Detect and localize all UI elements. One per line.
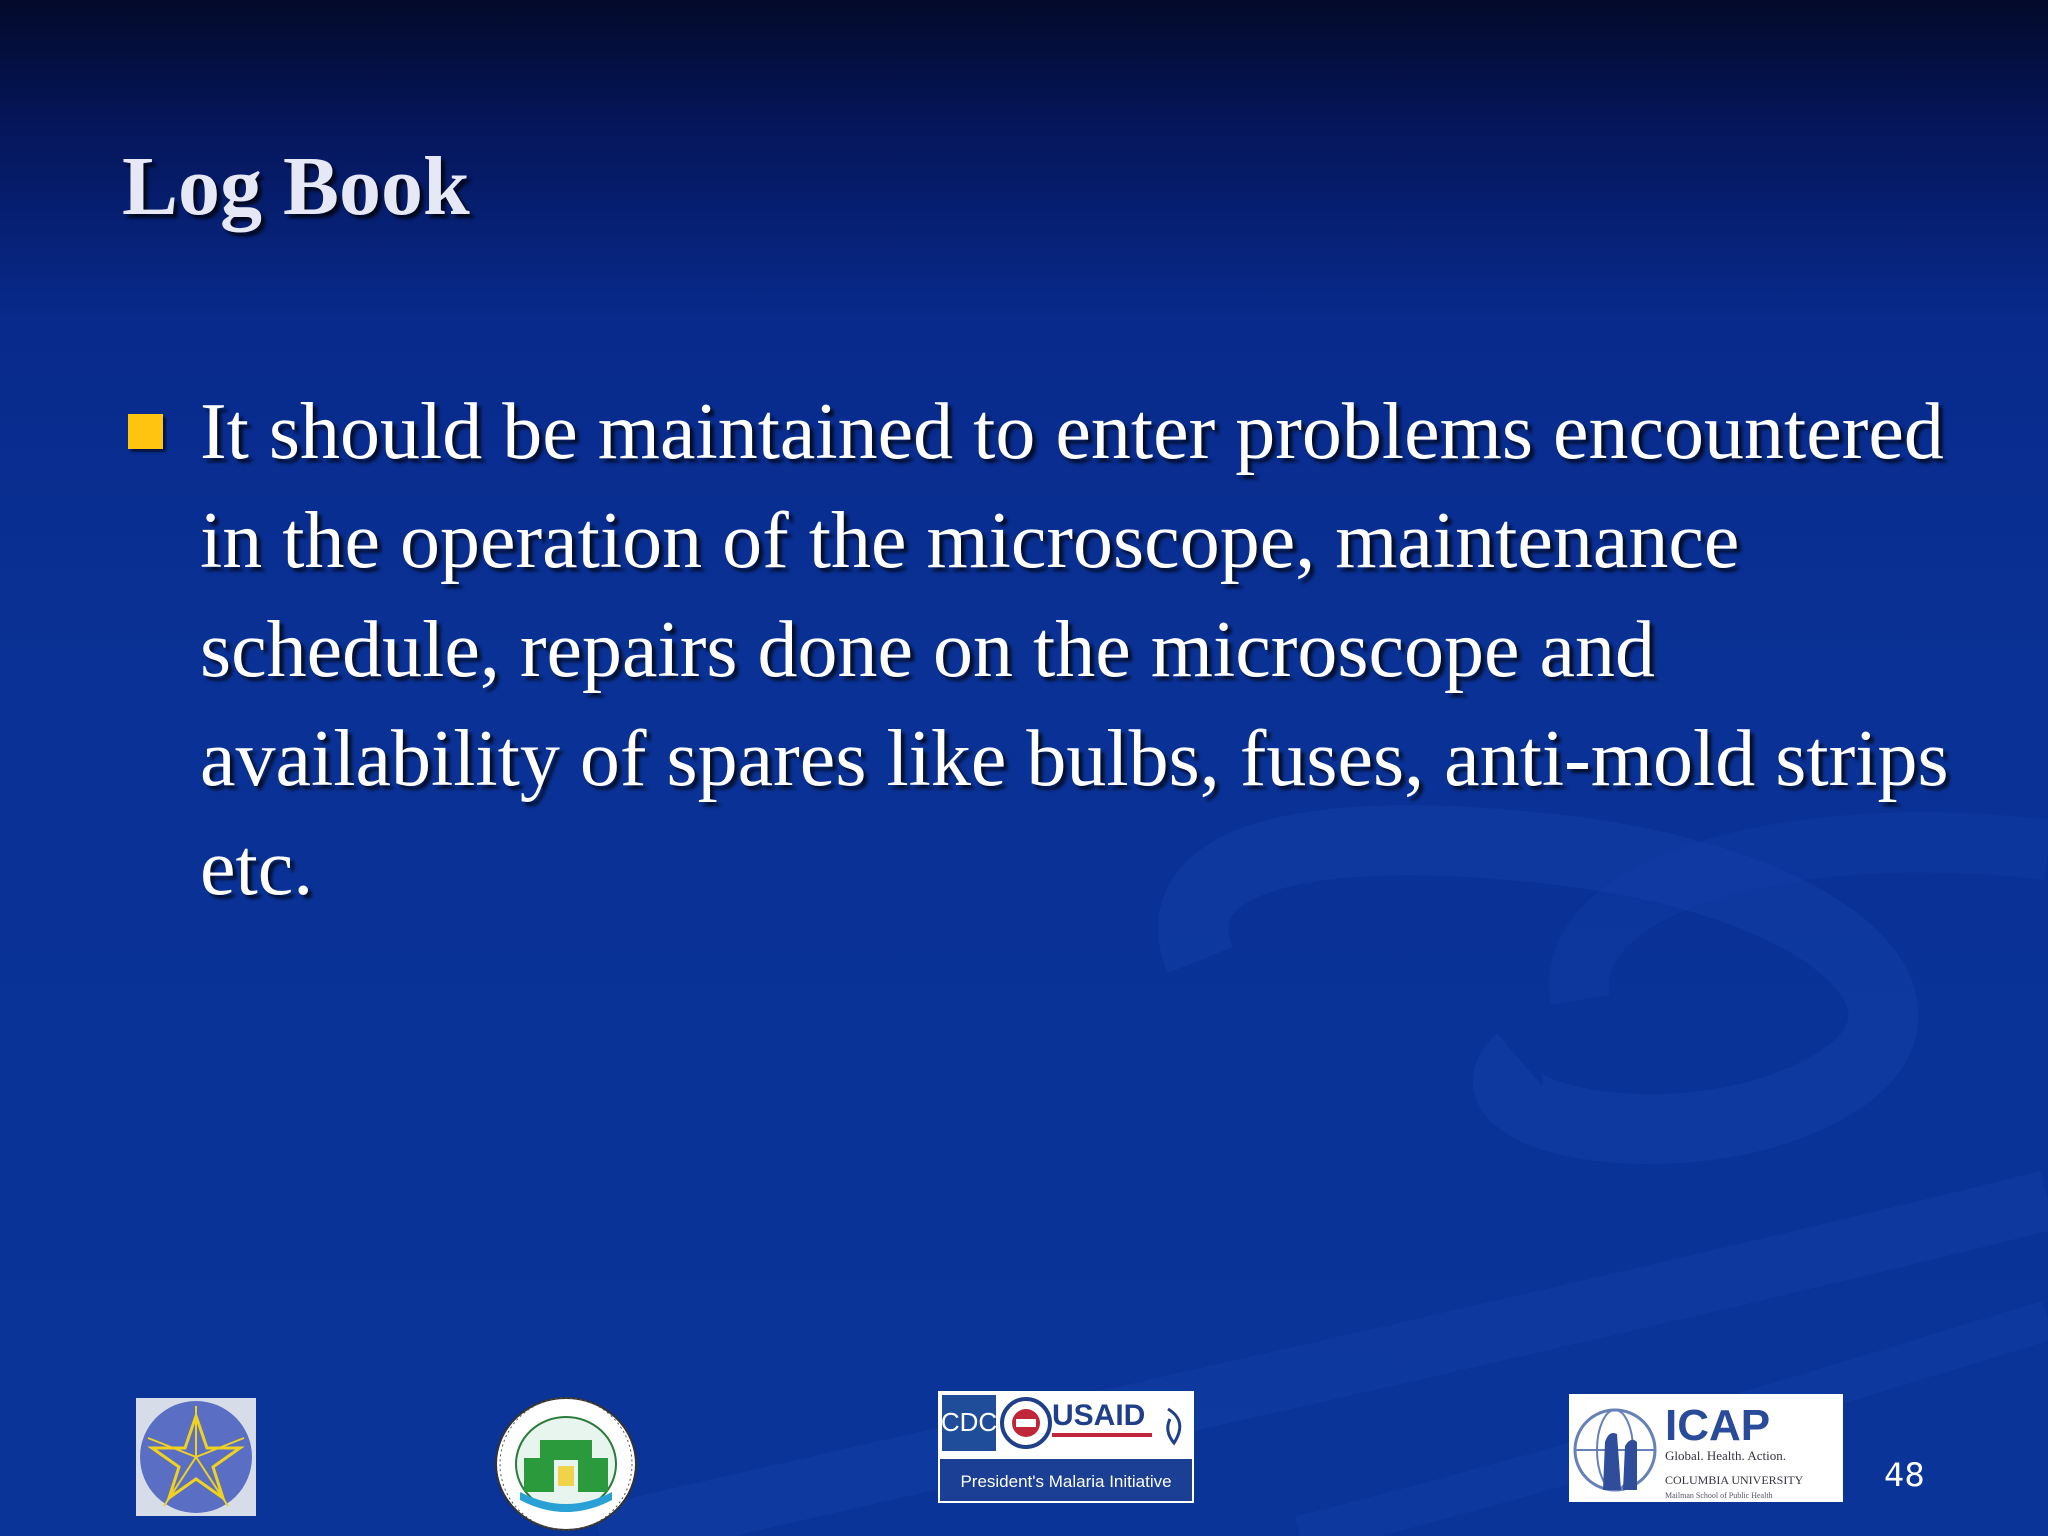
icap-name-text: ICAP [1665,1401,1771,1450]
icap-university-text: COLUMBIA UNIVERSITY [1665,1473,1804,1487]
icap-tagline-text: Global. Health. Action. [1665,1448,1786,1463]
cdc-usaid-pmi-logo [938,1391,1194,1503]
usaid-logo-text: USAID [1052,1399,1146,1432]
slide-title: Log Book [122,140,470,233]
pmi-logo-text: President's Malaria Initiative [960,1472,1172,1491]
icap-school-text: Mailman School of Public Health [1665,1491,1773,1500]
page-number: 48 [1884,1456,1925,1494]
square-bullet-icon [128,414,163,449]
ministry-seal-logo [494,1396,638,1532]
bullet-text: It should be maintained to enter problems encountered in the operation of the microscope, maintenance schedule, repairs done on the microscope and availability of spares like bulbs, fuses, anti-mold strips etc. [200,388,1949,912]
icap-columbia-logo [1569,1394,1843,1502]
ethiopia-emblem-logo [136,1398,256,1516]
cdc-logo-text: CDC [940,1407,998,1437]
